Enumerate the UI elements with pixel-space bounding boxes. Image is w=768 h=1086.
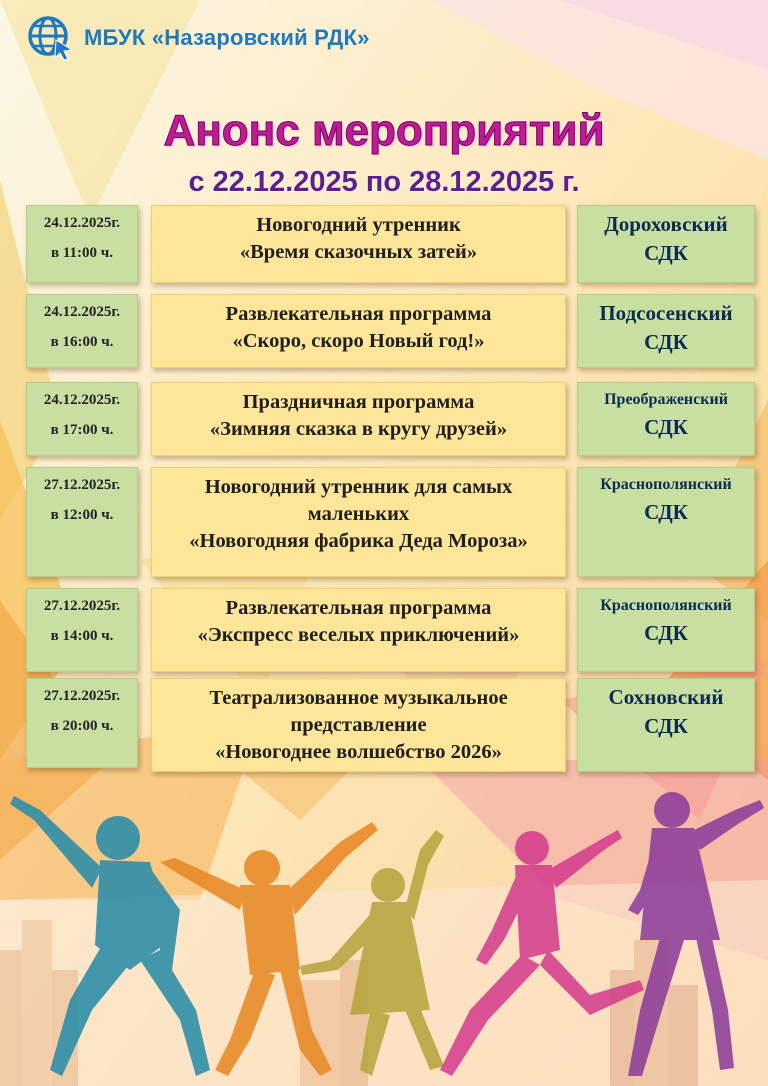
venue-type: СДК	[644, 241, 688, 265]
date-range: с 22.12.2025 по 28.12.2025 г.	[188, 166, 580, 198]
event-title-line: маленьких	[307, 503, 410, 525]
event-title-line: Праздничная программа	[242, 391, 475, 413]
event-title-line: «Время сказочных затей»	[239, 241, 478, 263]
page-title: Анонс мероприятий	[163, 106, 605, 155]
event-venue-cell	[577, 467, 755, 577]
venue-type: СДК	[644, 621, 688, 645]
event-title-line: Новогодний утренник	[256, 214, 461, 236]
event-title-line: «Зимняя сказка в кругу друзей»	[209, 418, 508, 440]
event-title-line: «Экспресс веселых приключений»	[197, 624, 520, 646]
event-title-line: Театрализованное музыкальное	[209, 687, 508, 709]
org-name: МБУК «Назаровский РДК»	[84, 25, 370, 50]
event-date: 27.12.2025г.	[43, 598, 121, 614]
event-date-cell	[26, 205, 138, 283]
event-date: 27.12.2025г.	[43, 477, 121, 493]
event-venue-cell	[577, 382, 755, 456]
event-date: 24.12.2025г.	[43, 392, 121, 408]
venue-type: СДК	[644, 330, 688, 354]
event-date-cell	[26, 294, 138, 368]
event-time: в 12:00 ч.	[50, 507, 114, 523]
venue-name: Преображенский	[604, 391, 728, 408]
event-date-cell	[26, 467, 138, 577]
event-date-cell	[26, 678, 138, 768]
event-title-line: представление	[290, 714, 427, 736]
venue-name: Сохновский	[608, 685, 724, 709]
event-title-cell	[151, 294, 566, 368]
event-title-line: «Новогодняя фабрика Деда Мороза»	[189, 530, 528, 552]
event-title-line: Развлекательная программа	[225, 597, 492, 619]
event-title-line: Новогодний утренник для самых	[204, 476, 513, 498]
event-time: в 11:00 ч.	[51, 245, 113, 261]
venue-name: Дороховский	[604, 212, 728, 236]
venue-name: Краснополянский	[600, 476, 732, 493]
event-title-cell	[151, 205, 566, 283]
event-title-cell	[151, 382, 566, 456]
venue-type: СДК	[644, 500, 688, 524]
event-venue-cell	[577, 294, 755, 368]
event-date: 24.12.2025г.	[43, 304, 121, 320]
event-title-cell	[151, 678, 566, 772]
event-title-line: «Новогоднее волшебство 2026»	[215, 741, 502, 763]
event-date: 24.12.2025г.	[43, 215, 121, 231]
venue-name: Подсосенский	[599, 301, 733, 325]
venue-type: СДК	[644, 714, 688, 738]
event-venue-cell	[577, 588, 755, 672]
event-time: в 16:00 ч.	[50, 334, 114, 350]
event-title-line: Развлекательная программа	[225, 303, 492, 325]
event-time: в 14:00 ч.	[50, 628, 114, 644]
venue-name: Краснополянский	[600, 597, 732, 614]
event-venue-cell	[577, 205, 755, 283]
event-time: в 17:00 ч.	[50, 422, 114, 438]
event-title-line: «Скоро, скоро Новый год!»	[232, 330, 485, 352]
event-date-cell	[26, 382, 138, 456]
event-title-cell	[151, 467, 566, 577]
event-date-cell	[26, 588, 138, 672]
event-venue-cell	[577, 678, 755, 772]
event-time: в 20:00 ч.	[50, 718, 114, 734]
event-date: 27.12.2025г.	[43, 688, 121, 704]
event-title-cell	[151, 588, 566, 672]
venue-type: СДК	[644, 415, 688, 439]
